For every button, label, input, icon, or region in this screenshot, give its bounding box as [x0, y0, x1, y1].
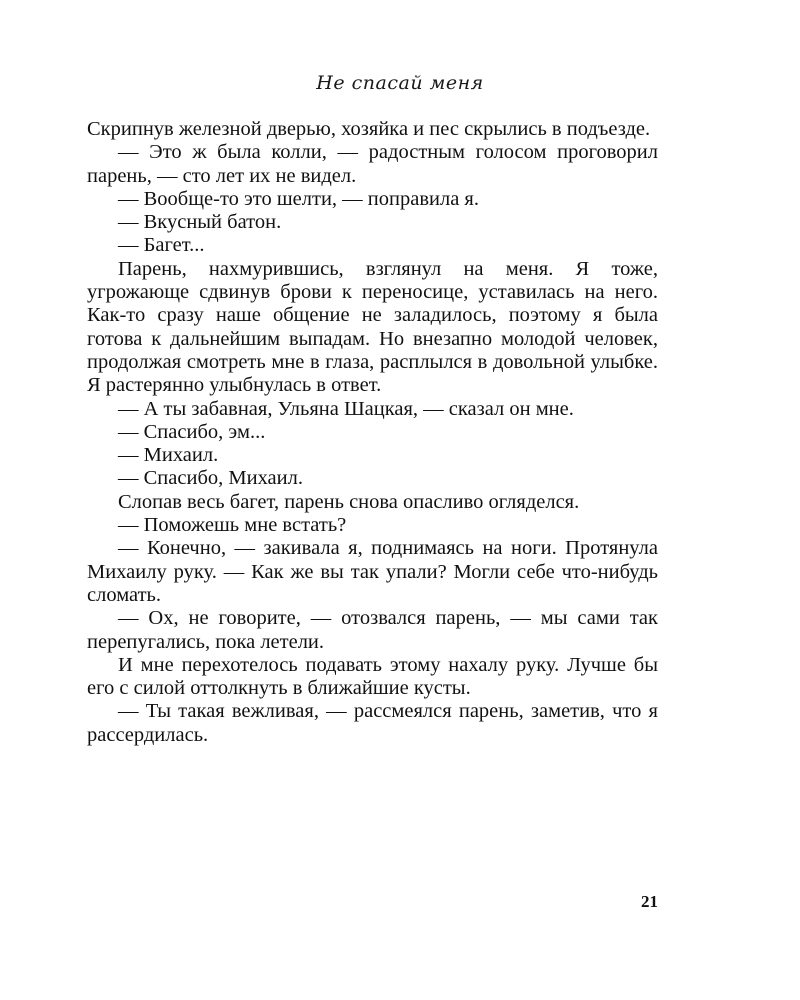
- body-text: [87, 118, 658, 747]
- paragraph: Слопав весь багет, парень снова опасливо огляделся.: [118, 490, 580, 513]
- paragraph: — Это ж была колли, — радостным голосом проговорил парень, — сто лет их не видел.: [87, 141, 658, 187]
- running-head: Не спасай меня: [316, 72, 484, 94]
- paragraph: — Ты такая вежливая, — рассмеялся парень, заметив, что я рассердилась.: [87, 700, 658, 746]
- paragraph: — А ты забавная, Ульяна Шацкая, — сказал он мне.: [118, 397, 574, 420]
- page-number: 21: [641, 892, 658, 911]
- paragraph: Скрипнув железной дверью, хозяйка и пес скрылись в подъезде.: [87, 118, 651, 140]
- paragraph: — Багет...: [118, 234, 205, 257]
- paragraph: — Вкусный батон.: [118, 211, 282, 234]
- paragraph: — Ох, не говорите, — отозвался парень, — мы сами так перепугались, пока летели.: [87, 607, 658, 653]
- paragraph: — Спасибо, эм...: [118, 420, 266, 443]
- paragraph: И мне перехотелось подавать этому нахалу руку. Лучше бы его с силой оттолкнуть в ближайшие кусты.: [87, 653, 658, 700]
- paragraph: — Михаил.: [118, 444, 219, 467]
- paragraph: Парень, нахмурившись, взглянул на меня. Я тоже, угрожающе сдвинув брови к переносице, уставилась на него. Как-то сразу наше общение не заладилось, поэтому я была готова к дальнейшим выпадам. Но внезапно молодой человек, продолжая смотреть мне в глаза, расплылся в довольной улыбке. Я растерянно улыбнулась в ответ.: [87, 257, 658, 397]
- paragraph: — Вообще-то это шелти, — поправила я.: [118, 187, 479, 210]
- paragraph: — Поможешь мне встать?: [118, 514, 347, 537]
- paragraph: — Конечно, — закивала я, поднимаясь на ноги. Протянула Михаилу руку. — Как же вы так упали? Могли себе что-нибудь сломать.: [87, 537, 658, 606]
- paragraph: — Спасибо, Михаил.: [118, 467, 303, 490]
